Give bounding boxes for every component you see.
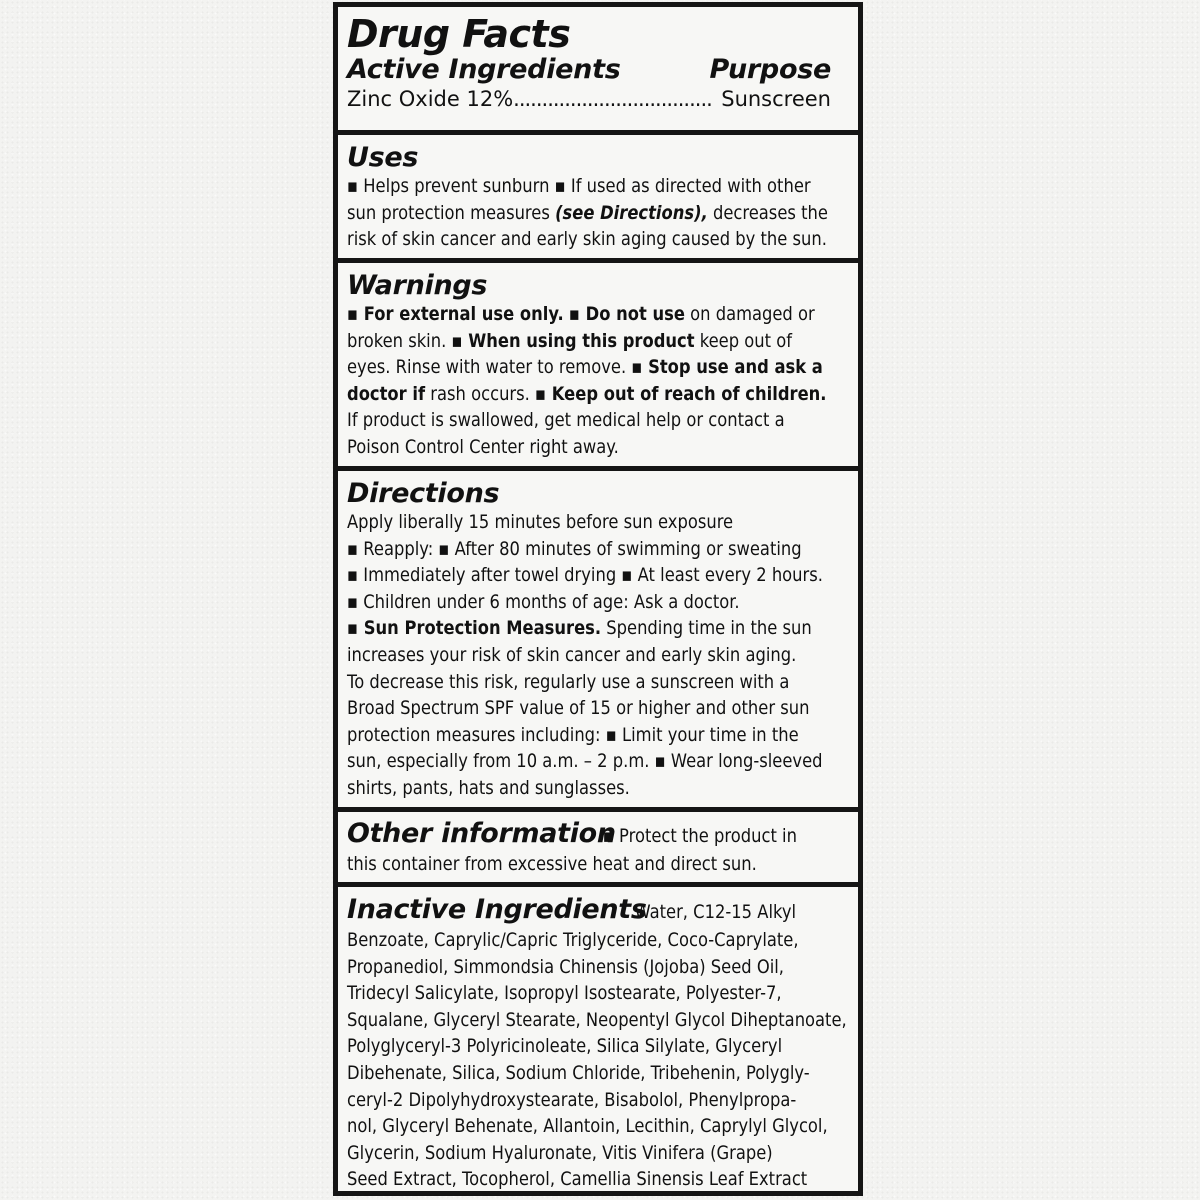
active-ingredient-purpose: Sunscreen xyxy=(721,87,831,111)
other-information-section xyxy=(338,812,858,887)
uses-line: sun protection measures (see Directions), decreases the xyxy=(347,201,828,224)
warnings-line: Poison Control Center right away. xyxy=(347,435,619,458)
dot-leader: ................................... xyxy=(513,87,712,111)
inactive-ingredients-line: nol, Glyceryl Behenate, Allantoin, Lecithin, Caprylyl Glycol, xyxy=(347,1115,828,1138)
inactive-ingredients-line: Glycerin, Sodium Hyaluronate, Vitis Vinifera (Grape) xyxy=(347,1141,773,1164)
inactive-ingredients-line: Tridecyl Salicylate, Isopropyl Isostearate, Polyester-7, xyxy=(347,982,782,1005)
other-information-line: Other information▪ Protect the product in xyxy=(347,818,797,849)
directions-line: increases your risk of skin cancer and early skin aging. xyxy=(347,643,797,666)
directions-line: ▪ Immediately after towel drying ▪ At least every 2 hours. xyxy=(347,564,823,587)
uses-heading: Uses xyxy=(347,142,419,173)
warnings-line: If product is swallowed, get medical help or contact a xyxy=(347,409,785,432)
directions-line: protection measures including: ▪ Limit your time in the xyxy=(347,723,799,746)
other-information-line: this container from excessive heat and direct sun. xyxy=(347,853,757,875)
active-ingredient-name: Zinc Oxide 12% xyxy=(347,87,514,111)
inactive-ingredients-line: Dibehenate, Silica, Sodium Chloride, Tribehenin, Polygly- xyxy=(347,1061,810,1084)
directions-section xyxy=(338,471,858,812)
directions-line: To decrease this risk, regularly use a sunscreen with a xyxy=(347,670,790,693)
inactive-ingredients-section xyxy=(338,887,858,1191)
uses-text xyxy=(347,173,848,253)
uses-line: ▪ Helps prevent sunburn ▪ If used as directed with other xyxy=(347,175,811,197)
warnings-line: eyes. Rinse with water to remove. ▪ Stop use and ask a xyxy=(347,356,823,379)
active-ingredients-section xyxy=(338,7,858,135)
active-ingredients-header-row xyxy=(347,55,849,85)
directions-line: shirts, pants, hats and sunglasses. xyxy=(347,776,630,799)
other-information-text xyxy=(347,820,848,878)
warnings-line: broken skin. ▪ When using this product keep out of xyxy=(347,329,793,352)
warnings-section xyxy=(338,263,858,471)
directions-line: ▪ Reapply: ▪ After 80 minutes of swimming or sweating xyxy=(347,537,802,560)
directions-line: sun, especially from 10 a.m. – 2 p.m. ▪ Wear long-sleeved xyxy=(347,750,823,773)
inactive-ingredients-line: Seed Extract, Tocopherol, Camellia Sinensis Leaf Extract xyxy=(347,1168,808,1191)
other-information-heading: Other information xyxy=(347,818,616,849)
active-ingredient-row xyxy=(347,85,849,113)
inactive-ingredients-line: Inactive IngredientsWater, C12-15 Alkyl xyxy=(347,894,797,925)
warnings-line: doctor if rash occurs. ▪ Keep out of reach of children. xyxy=(347,382,827,405)
inactive-ingredients-line: Squalane, Glyceryl Stearate, Neopentyl Glycol Diheptanoate, xyxy=(347,1008,847,1031)
uses-line: risk of skin cancer and early skin aging caused by the sun. xyxy=(347,228,827,251)
warnings-heading: Warnings xyxy=(347,270,488,301)
drug-facts-title: Drug Facts xyxy=(347,12,571,56)
active-ingredients-heading: Active Ingredients xyxy=(347,54,621,85)
inactive-ingredients-line: Propanediol, Simmondsia Chinensis (Jojoba) Seed Oil, xyxy=(347,955,784,978)
directions-line: Apply liberally 15 minutes before sun exposure xyxy=(347,511,734,533)
inactive-ingredients-text xyxy=(347,895,848,1193)
drug-facts-label xyxy=(333,2,863,1196)
directions-text xyxy=(347,509,848,802)
directions-heading: Directions xyxy=(347,478,500,509)
warnings-text xyxy=(347,301,848,461)
purpose-heading: Purpose xyxy=(709,54,831,85)
inactive-ingredients-line: Polyglyceryl-3 Polyricinoleate, Silica Silylate, Glyceryl xyxy=(347,1035,783,1058)
inactive-ingredients-line: ceryl-2 Dipolyhydroxystearate, Bisabolol, Phenylpropa- xyxy=(347,1088,797,1111)
directions-line: ▪ Sun Protection Measures. Spending time in the sun xyxy=(347,617,812,640)
inactive-ingredients-line: Benzoate, Caprylic/Capric Triglyceride, Coco-Caprylate, xyxy=(347,929,799,951)
uses-section xyxy=(338,135,858,263)
inactive-ingredients-heading: Inactive Ingredients xyxy=(347,894,647,925)
directions-line: ▪ Children under 6 months of age: Ask a doctor. xyxy=(347,590,740,613)
directions-line: Broad Spectrum SPF value of 15 or higher and other sun xyxy=(347,697,810,720)
warnings-line: ▪ For external use only. ▪ Do not use on damaged or xyxy=(347,303,815,325)
